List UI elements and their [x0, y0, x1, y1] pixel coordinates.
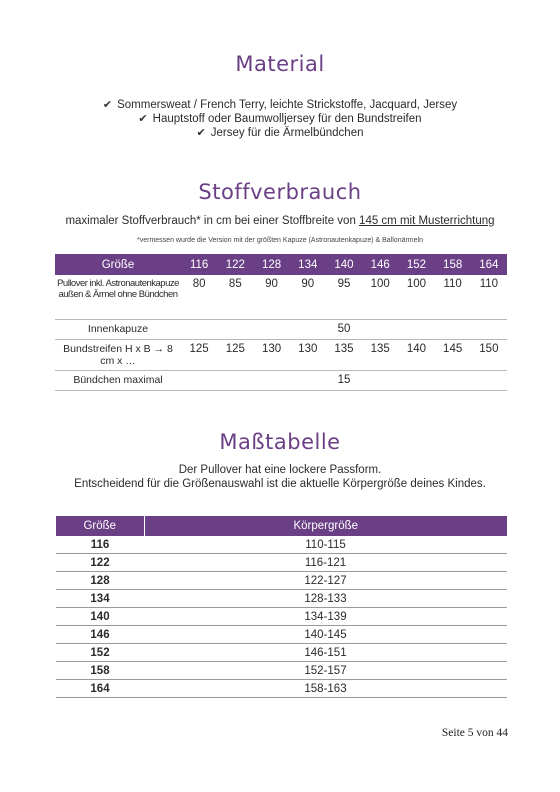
size-cell: 122 [56, 554, 144, 572]
material-list [0, 98, 560, 140]
table-cell: 140 [398, 339, 434, 370]
table-cell: 80 [181, 275, 217, 319]
table-row [55, 339, 507, 370]
size-cell: 134 [56, 590, 144, 608]
material-heading: Material [235, 52, 325, 76]
table-row [55, 370, 507, 390]
table-row [56, 536, 507, 554]
check-icon: ✔ [138, 113, 148, 125]
table-row [55, 275, 507, 319]
measure-text: Entscheidend für die Größenauswahl ist die aktuelle Körpergröße deines Kindes. [74, 478, 486, 490]
table-row [56, 662, 507, 680]
table-cell: 15 [181, 370, 507, 390]
fabric-size-header: 164 [471, 254, 507, 275]
fabric-size-header: 146 [362, 254, 398, 275]
size-cell: 158 [56, 662, 144, 680]
table-cell: 110 [471, 275, 507, 319]
height-cell: 110-115 [144, 536, 507, 554]
fabric-size-header: 134 [290, 254, 326, 275]
fabric-heading: Stoffverbrauch [198, 180, 362, 204]
height-cell: 146-151 [144, 644, 507, 662]
row-label: Bundstreifen H x B → 8 cm x … [55, 339, 181, 370]
table-cell: 85 [217, 275, 253, 319]
table-cell: 100 [398, 275, 434, 319]
fabric-footnote: *vermessen wurde die Version mit der größten Kapuze (Astronautenkapuze) & Ballonärmeln [137, 237, 423, 244]
size-cell: 152 [56, 644, 144, 662]
size-cell: 164 [56, 680, 144, 698]
table-cell: 125 [181, 339, 217, 370]
fabric-size-header: 140 [326, 254, 362, 275]
material-item: ✔ Sommersweat / French Terry, leichte Strickstoffe, Jacquard, Jersey [102, 99, 458, 111]
table-cell: 95 [326, 275, 362, 319]
fabric-subtitle: maximaler Stoffverbrauch* in cm bei einer Stoffbreite von 145 cm mit Musterrichtung [65, 215, 495, 227]
page-number: Seite 5 von 44 [441, 727, 508, 739]
size-cell: 116 [56, 536, 144, 554]
row-label: Innenkapuze [55, 319, 181, 339]
table-cell: 100 [362, 275, 398, 319]
row-label: Bündchen maximal [55, 370, 181, 390]
fabric-header-row [55, 254, 507, 275]
height-cell: 152-157 [144, 662, 507, 680]
row-label: Pullover inkl. Astronautenkapuze außen & Ärmel ohne Bündchen [55, 275, 181, 319]
table-cell: 145 [435, 339, 471, 370]
table-row [56, 554, 507, 572]
size-table [56, 516, 507, 698]
size-header-row [56, 516, 507, 536]
size-cell: 128 [56, 572, 144, 590]
size-col-header: Größe [56, 516, 144, 536]
table-cell: 135 [326, 339, 362, 370]
size-cell: 146 [56, 626, 144, 644]
fabric-size-header: 158 [435, 254, 471, 275]
table-cell: 50 [181, 319, 507, 339]
height-col-header: Körpergröße [144, 516, 507, 536]
table-row [55, 319, 507, 339]
table-cell: 150 [471, 339, 507, 370]
table-cell: 135 [362, 339, 398, 370]
table-row [56, 626, 507, 644]
material-item: ✔ Hauptstoff oder Baumwolljersey für den Bundstreifen [138, 113, 422, 125]
fabric-size-header: 122 [217, 254, 253, 275]
table-row [56, 680, 507, 698]
measure-text: Der Pullover hat eine lockere Passform. [178, 464, 382, 476]
table-row [56, 572, 507, 590]
table-cell: 90 [253, 275, 289, 319]
height-cell: 128-133 [144, 590, 507, 608]
table-cell: 130 [290, 339, 326, 370]
fabric-size-header: 152 [398, 254, 434, 275]
table-cell: 110 [435, 275, 471, 319]
height-cell: 140-145 [144, 626, 507, 644]
material-item: ✔ Jersey für die Ärmelbündchen [196, 127, 364, 139]
height-cell: 158-163 [144, 680, 507, 698]
fabric-size-header: 128 [253, 254, 289, 275]
table-cell: 130 [253, 339, 289, 370]
height-cell: 134-139 [144, 608, 507, 626]
measure-heading: Maßtabelle [219, 430, 341, 454]
fabric-table [55, 254, 507, 391]
table-cell: 90 [290, 275, 326, 319]
height-cell: 116-121 [144, 554, 507, 572]
table-cell: 125 [217, 339, 253, 370]
fabric-header-label: Größe [55, 254, 181, 275]
height-cell: 122-127 [144, 572, 507, 590]
check-icon: ✔ [102, 99, 113, 111]
table-row [56, 590, 507, 608]
size-cell: 140 [56, 608, 144, 626]
table-row [56, 608, 507, 626]
table-row [56, 644, 507, 662]
fabric-size-header: 116 [181, 254, 217, 275]
check-icon: ✔ [196, 127, 206, 139]
